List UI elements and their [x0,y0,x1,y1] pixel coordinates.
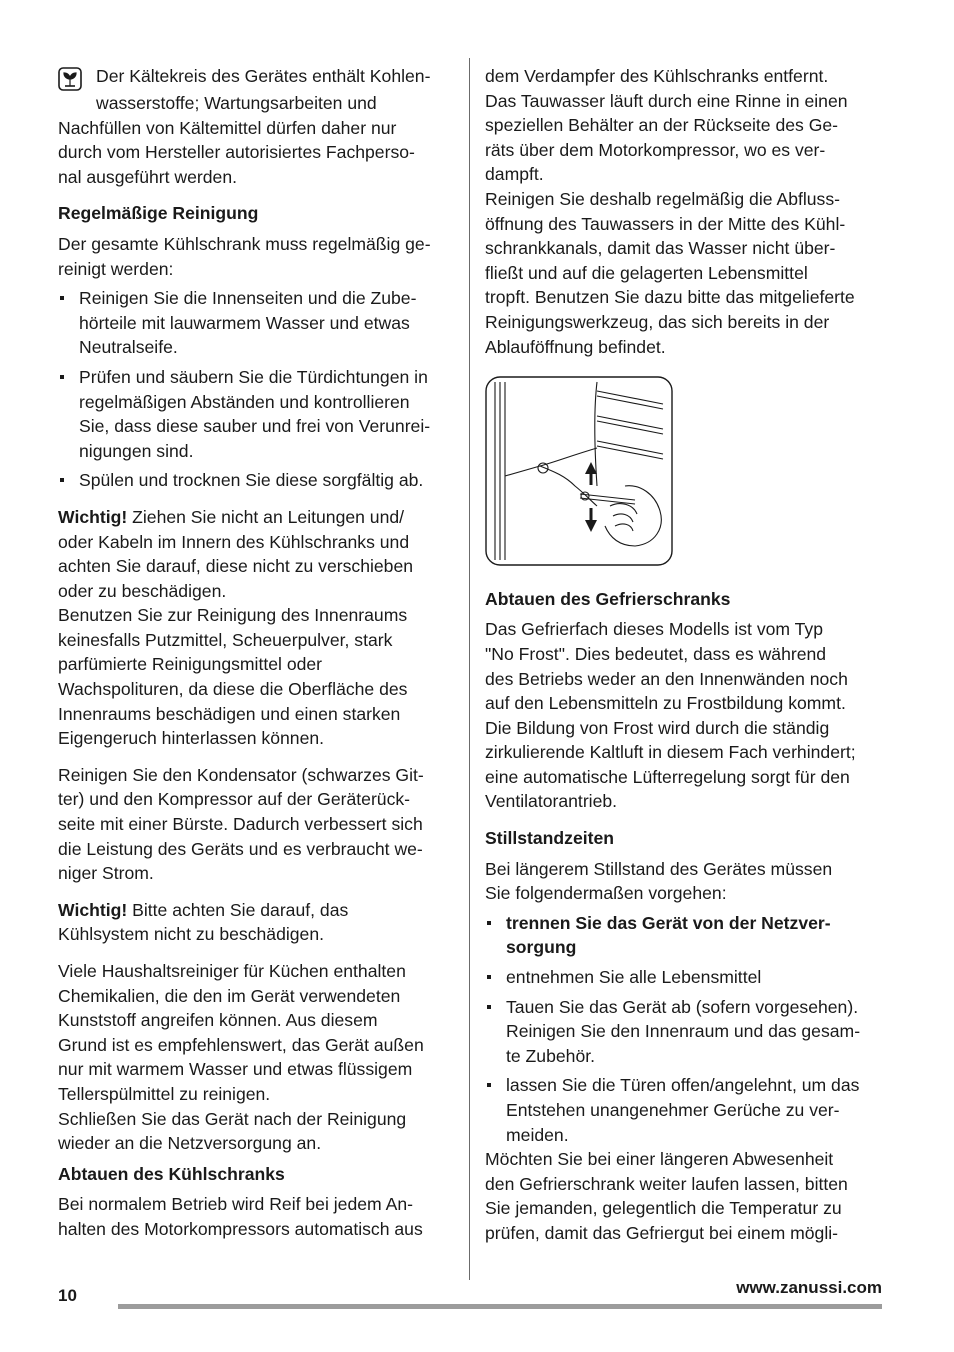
text-line: Schließen Sie das Gerät nach der Reinigung [58,1108,407,1129]
website-link[interactable]: www.zanussi.com [736,1278,882,1297]
text-line: Möchten Sie bei einer längeren Abwesenheit [485,1149,834,1170]
text-line: Spülen und trocknen Sie diese sorgfältig ab. [79,470,424,491]
list-item [58,468,456,493]
text-line: Reinigungswerkzeug, das sich bereits in der [485,311,830,332]
warning-line: durch vom Hersteller autorisiertes Fachperso- [58,142,415,163]
list-item [485,995,885,1069]
text-line: niger Strom. [58,863,154,884]
text-line: meiden. [506,1124,569,1145]
text-line: sorgung [506,937,577,958]
text-line: halten des Motorkompressors automatisch aus [58,1218,423,1239]
text-line: öffnung des Tauwassers in der Mitte des Kühl- [485,213,846,234]
text-line: des Betriebs weder an den Innenwänden noch [485,668,848,689]
text-line: speziellen Behälter an der Rückseite des Ge- [485,115,839,136]
page-number: 10 [58,1286,77,1305]
text-line: auf den Lebensmitteln zu Frostbildung kommt. [485,693,846,714]
heading-defrost-freezer: Abtauen des Gefrierschranks [485,588,731,609]
text-line: nigungen sind. [79,440,194,461]
environment-warning-icon [58,67,82,91]
text-line: Reinigen Sie deshalb regelmäßig die Abfluss- [485,188,841,209]
list-item [58,365,456,463]
text-line: Reinigen Sie den Kondensator (schwarzes Git- [58,764,424,785]
text-line: Kühlsystem nicht zu beschädigen. [58,924,325,945]
text-line: Reinigen Sie die Innenseiten und die Zube- [79,288,417,309]
drain-cleaning-illustration [485,376,673,566]
important-label: Wichtig! [58,506,128,527]
text-line: Neutralseife. [79,337,178,358]
household-cleaner-paragraph [58,959,456,1156]
left-column [58,64,456,1242]
text-line: entnehmen Sie alle Lebensmittel [506,967,762,988]
text-line: Das Gefrierfach dieses Modells ist vom Typ [485,619,823,640]
text-line: reinigt werden: [58,258,174,279]
downtime-intro [485,857,885,906]
heading-downtime: Stillstandzeiten [485,828,615,849]
text-line: dampft. [485,164,544,185]
text-line: regelmäßigen Abständen und kontrollieren [79,391,410,412]
text-line: "No Frost". Dies bedeutet, dass es während [485,643,827,664]
right-column [485,64,885,1246]
footer-rule [118,1304,882,1309]
text-line: oder zu beschädigen. [58,580,227,601]
text-line: Sie jemanden, gelegentlich die Temperatur zu [485,1198,842,1219]
text-line: Kunststoff angreifen können. Aus diesem [58,1010,378,1031]
text-line: eine automatische Lüfterregelung sorgt für den [485,766,850,787]
text-line: Viele Haushaltsreiniger für Küchen enthalten [58,961,406,981]
text-line: Der gesamte Kühlschrank muss regelmäßig ge- [58,233,431,254]
text-line: zirkulierende Kaltluft in diesem Fach verhindert; [485,742,856,763]
important-label: Wichtig! [58,899,128,920]
downtime-list [485,911,885,1147]
text-line: Innenraums beschädigen und einen starken [58,703,401,724]
text-line: Eigengeruch hinterlassen können. [58,728,325,749]
text-line: Die Bildung von Frost wird durch die ständig [485,717,830,738]
defrost-fridge-paragraph [58,1192,456,1241]
text-line: Ziehen Sie nicht an Leitungen und/ [127,506,405,527]
text-line: Entstehen unangenehmer Gerüche zu ver- [506,1100,840,1120]
defrost-continued-paragraph [485,64,885,359]
text-line: Prüfen und säubern Sie die Türdichtungen in [79,366,428,387]
important-note-cooling [58,898,456,947]
cleaning-intro [58,232,456,281]
text-line: Sie, dass diese sauber und frei von Verunrei- [79,416,431,437]
text-line: Bitte achten Sie darauf, das [127,899,349,920]
text-line: nur mit warmem Wasser und etwas flüssigem [58,1059,413,1080]
text-line: oder Kabeln im Innern des Kühlschranks und [58,531,410,552]
text-line: hörteile mit lauwarmem Wasser und etwas [79,312,410,333]
text-line: te Zubehör. [506,1045,596,1066]
text-line: seite mit einer Bürste. Dadurch verbessert sich [58,814,423,835]
text-line: tropft. Benutzen Sie dazu bitte das mitgelieferte [485,287,855,308]
text-line: den Gefrierschrank weiter laufen lassen, bitten [485,1173,848,1194]
text-line: Das Tauwasser läuft durch eine Rinne in einen [485,90,848,111]
text-line: prüfen, damit das Gefriergut bei einem mögli- [485,1222,839,1243]
text-line: Bei längerem Stillstand des Gerätes müssen [485,858,833,879]
text-line: wieder an die Netzversorgung an. [58,1133,322,1154]
text-line: schrankkanals, damit das Wasser nicht über- [485,238,836,259]
text-line: achten Sie darauf, diese nicht zu verschieben [58,556,414,577]
column-divider [469,58,470,1280]
text-line: Ventilatorantrieb. [485,791,618,812]
warning-line: Der Kältekreis des Gerätes enthält Kohlen- [96,66,431,86]
text-line: Wachspolituren, da diese die Oberfläche des [58,679,408,700]
text-line: keinesfalls Putzmittel, Scheuerpulver, stark [58,629,393,650]
text-line: räts über dem Motorkompressor, wo es ver- [485,139,826,160]
text-line: Ablauföffnung befindet. [485,336,666,357]
condenser-paragraph [58,763,456,886]
cleaning-list [58,286,456,493]
text-line: Chemikalien, die den im Gerät verwendeten [58,985,401,1006]
warning-line: Nachfüllen von Kältemittel dürfen daher nur [58,117,397,138]
text-line: parfümierte Reinigungsmittel oder [58,654,323,675]
text-line: Tellerspülmittel zu reinigen. [58,1083,271,1104]
text-line: Reinigen Sie den Innenraum und das gesam- [506,1021,861,1042]
text-line: Benutzen Sie zur Reinigung des Innenraums [58,605,408,626]
text-line: Sie folgendermaßen vorgehen: [485,883,727,904]
text-line: Tauen Sie das Gerät ab (sofern vorgesehen). [506,996,859,1017]
refrigerant-warning [58,64,456,189]
heading-defrost-fridge: Abtauen des Kühlschranks [58,1163,285,1184]
closing-paragraph [485,1147,885,1245]
freezer-paragraph [485,617,885,814]
text-line: trennen Sie das Gerät von der Netzver- [506,912,831,933]
warning-line: wasserstoffe; Wartungsarbeiten und [96,93,377,113]
text-line: die Leistung des Geräts und es verbraucht we- [58,838,423,859]
text-line: ter) und den Kompressor auf der Geräterück- [58,789,411,810]
text-line: dem Verdampfer des Kühlschranks entfernt. [485,66,829,86]
text-line: fließt und auf die gelagerten Lebensmittel [485,262,808,283]
list-item [485,965,885,990]
list-item [485,911,885,960]
list-item [58,286,456,360]
text-line: lassen Sie die Türen offen/angelehnt, um das [506,1075,860,1096]
warning-line: nal ausgeführt werden. [58,166,237,187]
important-note-cables [58,505,456,751]
text-line: Bei normalem Betrieb wird Reif bei jedem An- [58,1194,413,1215]
list-item [485,1073,885,1147]
heading-regular-cleaning: Regelmäßige Reinigung [58,203,259,224]
text-line: Grund ist es empfehlenswert, das Gerät außen [58,1034,424,1055]
